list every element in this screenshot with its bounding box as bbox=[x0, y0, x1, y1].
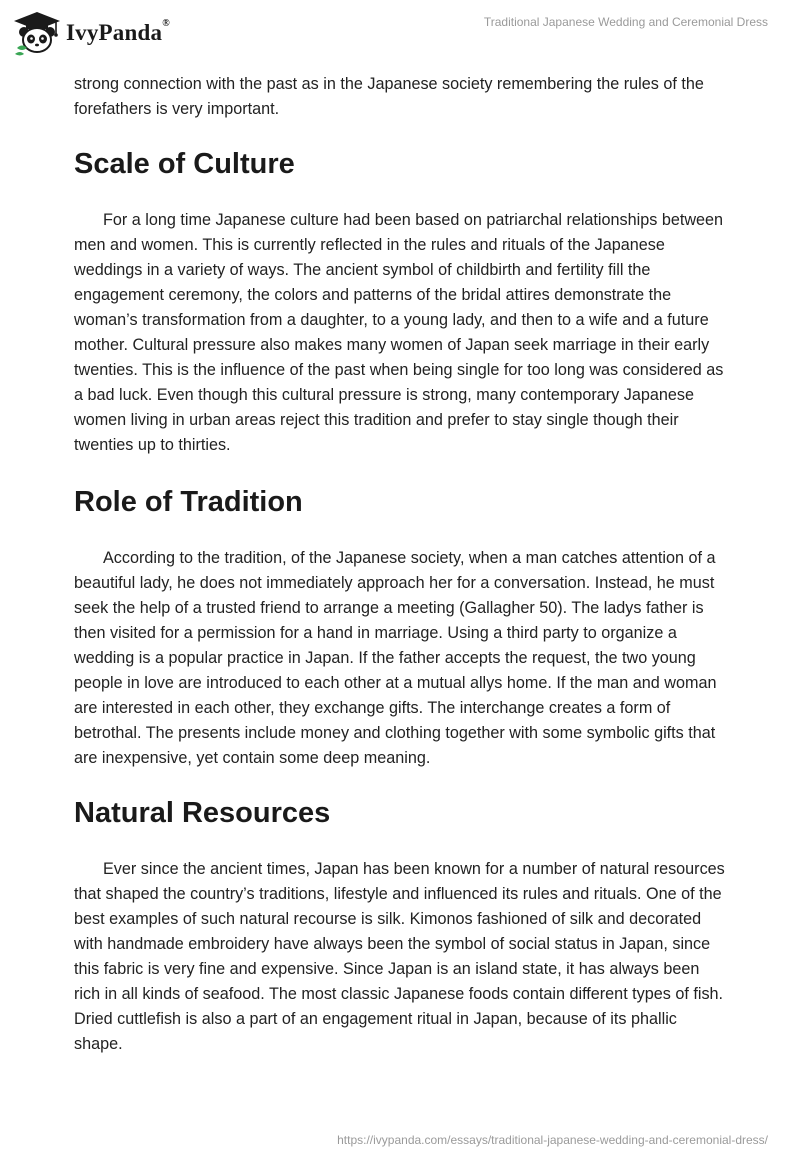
page-header bbox=[0, 0, 800, 68]
ivypanda-logo[interactable] bbox=[12, 8, 170, 58]
brand-name: IvyPanda® bbox=[66, 18, 170, 45]
section-heading-scale-of-culture: Scale of Culture bbox=[74, 148, 295, 180]
intro-paragraph: strong connection with the past as in the Japanese society remembering the rules of the forefathers is very important. bbox=[74, 75, 704, 118]
section-paragraph-scale-of-culture: For a long time Japanese culture had been based on patriarchal relationships between men and women. This is currently reflected in the rules and rituals of the Japanese weddings in a variety of ways. The ancient symbol of childbirth and fertility fill the engagement ceremony, the colors and patterns of the bridal attires demonstrate the woman’s transformation from a daughter, to a young lady, and then to a wife and a future mother. Cultural pressure also makes many women of Japan seek marriage in their early twenties. This is the influence of the past when being single for too long was considered as a bad luck. Even though this cultural pressure is strong, many contemporary Japanese women living in urban areas reject this tradition and prefer to stay single though their twenties up to thirties. bbox=[74, 211, 724, 454]
section-heading-role-of-tradition: Role of Tradition bbox=[74, 486, 303, 518]
source-url[interactable]: https://ivypanda.com/essays/traditional-japanese-wedding-and-ceremonial-dress/ bbox=[337, 1133, 768, 1147]
panda-graduation-cap-icon bbox=[12, 10, 62, 56]
section-paragraph-natural-resources: Ever since the ancient times, Japan has been known for a number of natural resources that shaped the country’s traditions, lifestyle and influenced its rules and rituals. One of the best examples of such natural recourse is silk. Kimonos fashioned of silk and decorated with handmade embroidery have always been the symbol of social status in Japan, since this fabric is very fine and expensive. Since Japan is an island state, it has always been rich in all kinds of seafood. The most classic Japanese foods contain different types of fish. Dried cuttlefish is also a part of an engagement ritual in Japan, because of its phallic shape. bbox=[74, 860, 725, 1053]
essay-content bbox=[74, 72, 726, 1057]
document-title: Traditional Japanese Wedding and Ceremonial Dress bbox=[483, 15, 768, 29]
section-paragraph-role-of-tradition: According to the tradition, of the Japanese society, when a man catches attention of a beautiful lady, he does not immediately approach her for a conversation. Instead, he must seek the help of a trusted friend to arrange a meeting (Gallagher 50). The ladys father is then visited for a permission for a hand in marriage. Using a third party to organize a wedding is a popular practice in Japan. If the father accepts the request, the two young people in love are introduced to each other at a mutual allys home. If the man and woman are interested in each other, they exchange gifts. The interchange creates a form of betrothal. The presents include money and clothing together with some symbolic gifts that are inexpensive, yet contain some deep meaning. bbox=[74, 549, 717, 767]
section-heading-natural-resources: Natural Resources bbox=[74, 797, 331, 829]
